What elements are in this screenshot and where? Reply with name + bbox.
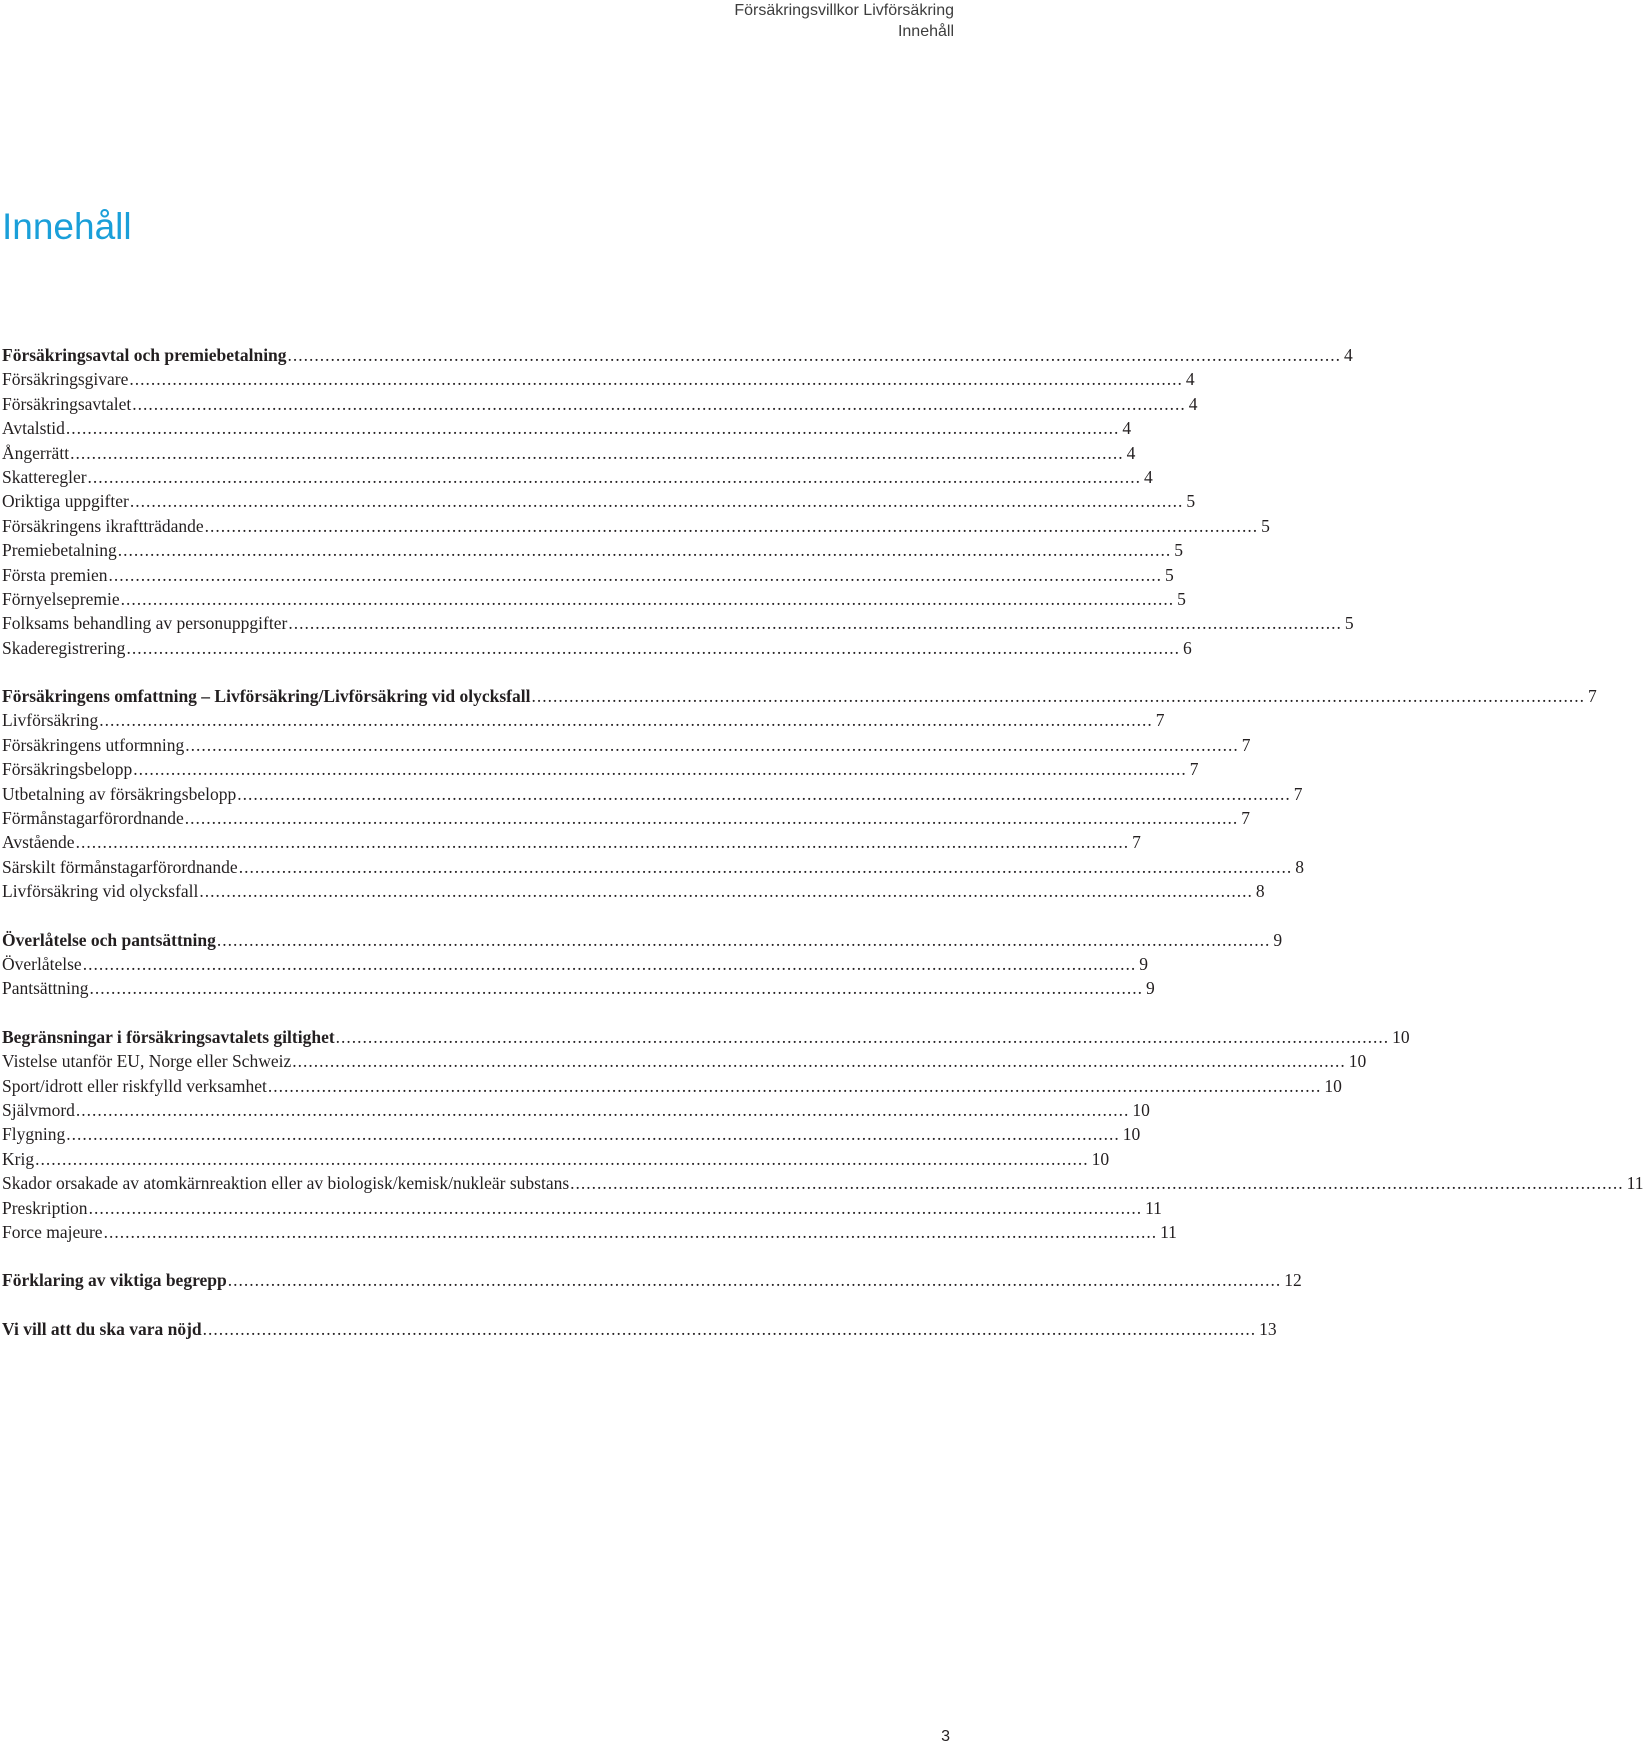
toc-dot-leader: .................................................................................................................................................................................................... bbox=[75, 832, 1130, 853]
toc-dot-leader: .................................................................................................................................................................................................... bbox=[184, 808, 1239, 829]
toc-page-number: 4 bbox=[1344, 345, 1353, 365]
toc-dot-leader: .................................................................................................................................................................................................... bbox=[237, 783, 1291, 804]
toc-page-number: 5 bbox=[1186, 491, 1196, 512]
toc-page-number: 10 bbox=[1348, 1051, 1367, 1072]
toc-page-number: 7 bbox=[1241, 734, 1251, 755]
toc-page-number: 4 bbox=[1185, 369, 1195, 390]
toc-entry-label: Skaderegistrering bbox=[2, 637, 126, 658]
toc-entry[interactable] bbox=[2, 636, 1192, 660]
toc-dot-leader: .................................................................................................................................................................................................... bbox=[35, 1148, 1089, 1169]
toc-entry-label: Vistelse utanför EU, Norge eller Schweiz bbox=[2, 1051, 292, 1072]
toc-entry[interactable] bbox=[2, 855, 1304, 879]
toc-page-number: 10 bbox=[1392, 1026, 1410, 1047]
toc-entry[interactable] bbox=[2, 1122, 1141, 1146]
toc-page-number: 7 bbox=[1293, 783, 1303, 804]
toc-entry-label: Begränsningar i försäkringsavtalets giltighet bbox=[2, 1026, 335, 1047]
toc-entry-label: Första premien bbox=[2, 564, 108, 585]
toc-entry-label: Livförsäkring vid olycksfall bbox=[2, 881, 199, 902]
toc-entry-label: Pantsättning bbox=[2, 978, 89, 999]
toc-dot-leader: .................................................................................................................................................................................................... bbox=[99, 710, 1153, 731]
toc-entry-label: Flygning bbox=[2, 1124, 66, 1145]
toc-entry-label: Skador orsakade av atomkärnreaktion eller av biologisk/kemisk/nukleär substans bbox=[2, 1173, 570, 1194]
toc-section bbox=[2, 684, 1597, 904]
toc-dot-leader: .................................................................................................................................................................................................... bbox=[129, 369, 1183, 390]
toc-page-number: 10 bbox=[1091, 1148, 1110, 1169]
toc-page-number: 7 bbox=[1241, 808, 1250, 829]
toc-entry-label: Försäkringsavtalet bbox=[2, 393, 132, 414]
toc-entry[interactable] bbox=[2, 416, 1132, 440]
toc-entry[interactable] bbox=[2, 1220, 1177, 1244]
toc-entry[interactable] bbox=[2, 806, 1250, 830]
toc-dot-leader: .................................................................................................................................................................................................... bbox=[202, 1318, 1257, 1339]
toc-page-number: 4 bbox=[1126, 442, 1136, 463]
toc-section-heading[interactable] bbox=[2, 928, 1283, 952]
toc-dot-leader: .................................................................................................................................................................................................... bbox=[103, 1221, 1158, 1242]
toc-entry-label: Försäkringsbelopp bbox=[2, 759, 133, 780]
toc-page-number: 4 bbox=[1144, 466, 1153, 487]
toc-page-number: 12 bbox=[1284, 1270, 1302, 1291]
toc-dot-leader: .................................................................................................................................................................................................... bbox=[335, 1026, 1390, 1047]
toc-entry[interactable] bbox=[2, 465, 1153, 489]
toc-dot-leader: .................................................................................................................................................................................................... bbox=[126, 637, 1180, 658]
toc-entry[interactable] bbox=[2, 587, 1186, 611]
toc-entry[interactable] bbox=[2, 367, 1195, 391]
toc-entry-label: Självmord bbox=[2, 1099, 75, 1120]
toc-entry-label: Förklaring av viktiga begrepp bbox=[2, 1270, 227, 1291]
toc-entry[interactable] bbox=[2, 1049, 1367, 1073]
toc-entry[interactable] bbox=[2, 563, 1174, 587]
toc-page-number: 7 bbox=[1155, 710, 1165, 731]
toc-entry-label: Försäkringens utformning bbox=[2, 734, 185, 755]
running-header-document-title: Försäkringsvillkor Livförsäkring bbox=[734, 2, 954, 19]
toc-entry[interactable] bbox=[2, 782, 1303, 806]
toc-entry-label: Försäkringsavtal och premiebetalning bbox=[2, 345, 287, 365]
toc-dot-leader: .................................................................................................................................................................................................... bbox=[117, 540, 1172, 561]
toc-entry[interactable] bbox=[2, 1171, 1644, 1195]
toc-dot-leader: .................................................................................................................................................................................................... bbox=[238, 856, 1293, 877]
toc-entry[interactable] bbox=[2, 1074, 1342, 1098]
toc-entry-label: Försäkringsgivare bbox=[2, 369, 129, 390]
toc-dot-leader: .................................................................................................................................................................................................... bbox=[66, 1124, 1120, 1145]
toc-dot-leader: .................................................................................................................................................................................................... bbox=[204, 515, 1259, 536]
toc-dot-leader: .................................................................................................................................................................................................... bbox=[531, 686, 1585, 707]
toc-entry[interactable] bbox=[2, 538, 1183, 562]
toc-dot-leader: .................................................................................................................................................................................................... bbox=[88, 1197, 1143, 1218]
toc-dot-leader: .................................................................................................................................................................................................... bbox=[65, 418, 1120, 439]
toc-entry-label: Försäkringens ikraftträdande bbox=[2, 515, 204, 536]
running-header-section: Innehåll bbox=[897, 23, 954, 40]
running-header bbox=[734, 0, 954, 42]
toc-entry-label: Premiebetalning bbox=[2, 540, 117, 561]
toc-section-heading[interactable] bbox=[2, 1317, 1277, 1341]
toc-entry[interactable] bbox=[2, 757, 1199, 781]
toc-entry[interactable] bbox=[2, 392, 1198, 416]
toc-entry[interactable] bbox=[2, 441, 1136, 465]
toc-dot-leader: .................................................................................................................................................................................................... bbox=[82, 953, 1137, 974]
toc-dot-leader: .................................................................................................................................................................................................... bbox=[185, 734, 1239, 755]
toc-dot-leader: .................................................................................................................................................................................................... bbox=[267, 1075, 1322, 1096]
page-title: Innehåll bbox=[2, 206, 132, 247]
toc-entry-label: Folksams behandling av personuppgifter bbox=[2, 613, 288, 634]
toc-page-number: 5 bbox=[1344, 613, 1354, 634]
toc-page-number: 4 bbox=[1122, 418, 1132, 439]
toc-page-number: 10 bbox=[1122, 1124, 1141, 1145]
toc-page-number: 6 bbox=[1182, 637, 1192, 658]
toc-dot-leader: .................................................................................................................................................................................................... bbox=[287, 345, 1342, 365]
toc-entry-label: Livförsäkring bbox=[2, 710, 99, 731]
toc-page-number: 9 bbox=[1146, 978, 1155, 999]
toc-entry-label: Avtalstid bbox=[2, 418, 65, 439]
toc-page-number: 4 bbox=[1188, 393, 1198, 414]
toc-dot-leader: .................................................................................................................................................................................................... bbox=[132, 393, 1186, 414]
toc-page-number: 8 bbox=[1295, 856, 1304, 877]
toc-entry-label: Förmånstagarförordnande bbox=[2, 808, 184, 829]
toc-entry[interactable] bbox=[2, 708, 1165, 732]
toc-entry[interactable] bbox=[2, 976, 1155, 1000]
toc-page-number: 11 bbox=[1160, 1221, 1177, 1242]
toc-dot-leader: .................................................................................................................................................................................................... bbox=[133, 759, 1187, 780]
toc-section-heading[interactable] bbox=[2, 1268, 1302, 1292]
toc-entry-label: Förnyelsepremie bbox=[2, 588, 120, 609]
toc-entry-label: Krig bbox=[2, 1148, 35, 1169]
toc-section bbox=[2, 1268, 1302, 1292]
toc-entry[interactable] bbox=[2, 489, 1196, 513]
toc-entry-label: Överlåtelse och pantsättning bbox=[2, 929, 216, 950]
toc-entry-label: Vi vill att du ska vara nöjd bbox=[2, 1318, 202, 1339]
toc-entry-label: Preskription bbox=[2, 1197, 88, 1218]
toc-entry-label: Force majeure bbox=[2, 1221, 103, 1242]
toc-entry-label: Sport/idrott eller riskfylld verksamhet bbox=[2, 1075, 267, 1096]
toc-page-number: 10 bbox=[1132, 1099, 1150, 1120]
toc-page-number: 10 bbox=[1324, 1075, 1342, 1096]
toc-section bbox=[2, 343, 1354, 660]
toc-page-number: 5 bbox=[1261, 515, 1270, 536]
toc-section bbox=[2, 1025, 1644, 1245]
toc-page-number: 7 bbox=[1132, 832, 1141, 853]
toc-dot-leader: .................................................................................................................................................................................................... bbox=[89, 978, 1144, 999]
toc-dot-leader: .................................................................................................................................................................................................... bbox=[75, 1099, 1130, 1120]
toc-entry-label: Skatteregler bbox=[2, 466, 87, 487]
toc-entry-label: Avstående bbox=[2, 832, 75, 853]
toc-entry[interactable] bbox=[2, 952, 1148, 976]
toc-entry[interactable] bbox=[2, 830, 1141, 854]
toc-entry[interactable] bbox=[2, 1147, 1110, 1171]
toc-dot-leader: .................................................................................................................................................................................................... bbox=[108, 564, 1162, 585]
toc-entry[interactable] bbox=[2, 1098, 1150, 1122]
toc-entry[interactable] bbox=[2, 733, 1251, 757]
toc-section-heading[interactable] bbox=[2, 343, 1353, 367]
toc-dot-leader: .................................................................................................................................................................................................... bbox=[292, 1051, 1346, 1072]
toc-entry[interactable] bbox=[2, 1196, 1162, 1220]
toc-dot-leader: .................................................................................................................................................................................................... bbox=[570, 1173, 1624, 1194]
toc-entry[interactable] bbox=[2, 611, 1354, 635]
page-number: 3 bbox=[941, 1728, 950, 1745]
toc-entry[interactable] bbox=[2, 879, 1265, 903]
toc-page-number: 7 bbox=[1587, 686, 1597, 707]
toc-dot-leader: .................................................................................................................................................................................................... bbox=[87, 466, 1142, 487]
toc-dot-leader: .................................................................................................................................................................................................... bbox=[70, 442, 1124, 463]
toc-entry-label: Ångerrätt bbox=[2, 442, 70, 463]
toc-entry-label: Utbetalning av försäkringsbelopp bbox=[2, 783, 237, 804]
toc-page-number: 7 bbox=[1189, 759, 1199, 780]
toc-dot-leader: .................................................................................................................................................................................................... bbox=[199, 881, 1253, 902]
toc-section bbox=[2, 1317, 1277, 1341]
toc-dot-leader: .................................................................................................................................................................................................... bbox=[288, 613, 1342, 634]
toc-page-number: 13 bbox=[1259, 1318, 1277, 1339]
toc-dot-leader: .................................................................................................................................................................................................... bbox=[227, 1270, 1282, 1291]
toc-page-number: 11 bbox=[1145, 1197, 1162, 1218]
table-of-contents bbox=[2, 343, 1644, 1365]
toc-dot-leader: .................................................................................................................................................................................................... bbox=[216, 929, 1271, 950]
toc-page-number: 8 bbox=[1255, 881, 1265, 902]
toc-entry-label: Särskilt förmånstagarförordnande bbox=[2, 856, 238, 877]
toc-page-number: 11 bbox=[1626, 1173, 1644, 1194]
toc-page-number: 9 bbox=[1273, 929, 1283, 950]
toc-page-number: 5 bbox=[1177, 588, 1186, 609]
toc-page-number: 5 bbox=[1164, 564, 1174, 585]
toc-entry[interactable] bbox=[2, 514, 1270, 538]
toc-section-heading[interactable] bbox=[2, 1025, 1410, 1049]
toc-page-number: 9 bbox=[1139, 953, 1148, 974]
toc-entry-label: Försäkringens omfattning – Livförsäkring/Livförsäkring vid olycksfall bbox=[2, 686, 531, 707]
toc-dot-leader: .................................................................................................................................................................................................... bbox=[120, 588, 1175, 609]
toc-page-number: 5 bbox=[1174, 540, 1183, 561]
toc-entry-label: Överlåtelse bbox=[2, 953, 82, 974]
toc-entry-label: Oriktiga uppgifter bbox=[2, 491, 129, 512]
toc-section-heading[interactable] bbox=[2, 684, 1597, 708]
toc-dot-leader: .................................................................................................................................................................................................... bbox=[129, 491, 1184, 512]
toc-section bbox=[2, 928, 1283, 1001]
